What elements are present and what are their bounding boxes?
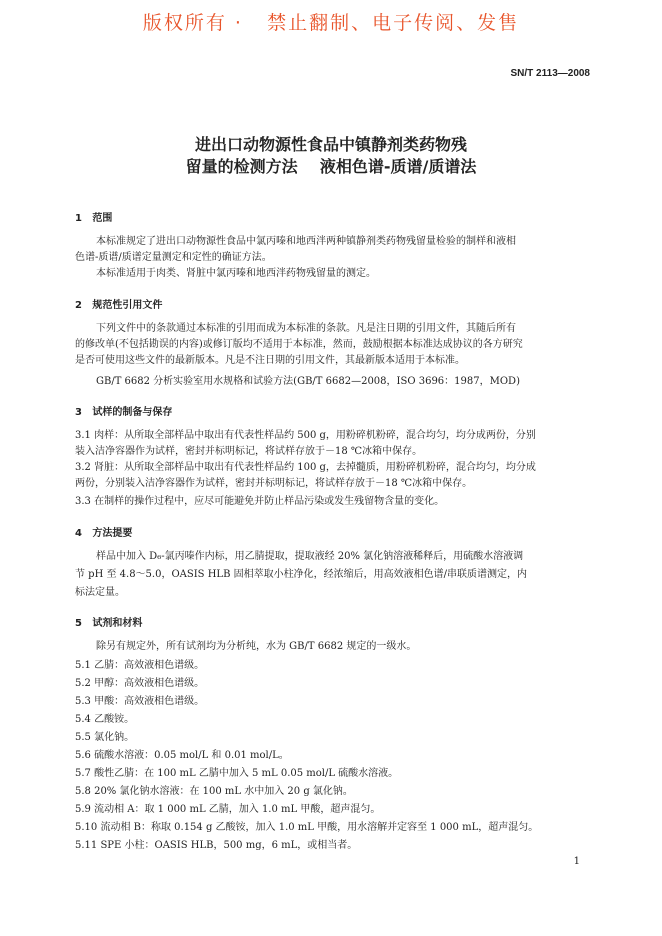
section-4-heading: 4 方法提要 xyxy=(75,528,133,539)
paragraph-line: 本标准规定了进出口动物源性食品中氯丙嗪和地西泮两种镇静剂类药物残留量检验的制样和液相 xyxy=(96,236,516,247)
section-2-heading: 2 规范性引用文件 xyxy=(75,300,163,311)
paragraph-line: 是否可使用这些文件的最新版本。凡是不注日期的引用文件，其最新版本适用于本标准。 xyxy=(75,355,465,366)
list-item: 5.11 SPE 小柱：OASIS HLB，500 mg，6 mL，或相当者。 xyxy=(75,840,358,851)
paragraph-line: 节 pH 至 4.8～5.0，OASIS HLB 固相萃取小柱净化，经浓缩后，用高效液相色谱/串联质谱测定，内 xyxy=(75,569,527,580)
document-title-line-2: 留量的检测方法 液相色谱-质谱/质谱法 xyxy=(185,157,477,176)
section-5-heading: 5 试剂和材料 xyxy=(75,618,143,629)
list-item: 5.2 甲醇：高效液相色谱级。 xyxy=(75,678,205,689)
list-item: 5.7 酸性乙腈：在 100 mL 乙腈中加入 5 mL 0.05 mol/L 硫酸水溶液。 xyxy=(75,768,399,779)
normative-reference: GB/T 6682 分析实验室用水规格和试验方法(GB/T 6682—2008，ISO 3696：1987，MOD) xyxy=(96,376,520,387)
list-item: 5.10 流动相 B：称取 0.154 g 乙酸铵，加入 1.0 mL 甲酸，用水溶解并定容至 1 000 mL，超声混匀。 xyxy=(75,822,539,833)
clause-line: 3.1 肉样：从所取全部样品中取出有代表性样品约 500 g，用粉碎机粉碎，混合均匀，均分成两份，分别 xyxy=(75,430,536,441)
list-item: 5.1 乙腈：高效液相色谱级。 xyxy=(75,660,205,671)
watermark: 版权所有 · 禁止翻制、电子传阅、发售 xyxy=(142,12,520,34)
list-item: 5.5 氯化钠。 xyxy=(75,732,135,743)
document-title-line-1: 进出口动物源性食品中镇静剂类药物残 xyxy=(194,135,467,154)
paragraph-line: 除另有规定外，所有试剂均为分析纯，水为 GB/T 6682 规定的一级水。 xyxy=(96,641,417,652)
paragraph-line: 样品中加入 D₆-氯丙嗪作内标，用乙腈提取，提取液经 20% 氯化钠溶液稀释后，用硫酸水溶液调 xyxy=(96,551,524,562)
paragraph-line: 色谱-质谱/质谱定量测定和定性的确证方法。 xyxy=(75,252,272,263)
clause-line: 两份，分别装入洁净容器作为试样，密封并标明标记，将试样存放于－18 ℃冰箱中保存。 xyxy=(75,478,473,489)
section-3-heading: 3 试样的制备与保存 xyxy=(75,407,173,418)
list-item: 5.9 流动相 A：取 1 000 mL 乙腈，加入 1.0 mL 甲酸，超声混匀。 xyxy=(75,804,381,815)
paragraph-line: 本标准适用于肉类、肾脏中氯丙嗪和地西泮药物残留量的测定。 xyxy=(96,268,376,279)
list-item: 5.3 甲酸：高效液相色谱级。 xyxy=(75,696,205,707)
paragraph-line: 的修改单(不包括勘误的内容)或修订版均不适用于本标准，然而，鼓励根据本标准达成协议的各方研究 xyxy=(75,339,523,350)
list-item: 5.8 20% 氯化钠水溶液：在 100 mL 水中加入 20 g 氯化钠。 xyxy=(75,786,353,797)
standard-number: SN/T 2113—2008 xyxy=(510,68,590,79)
list-item: 5.6 硫酸水溶液：0.05 mol/L 和 0.01 mol/L。 xyxy=(75,750,289,761)
paragraph-line: 下列文件中的条款通过本标准的引用而成为本标准的条款。凡是注日期的引用文件，其随后所有 xyxy=(96,323,516,334)
clause-line: 3.3 在制样的操作过程中，应尽可能避免并防止样品污染或发生残留物含量的变化。 xyxy=(75,496,445,507)
clause-line: 装入洁净容器作为试样，密封并标明标记，将试样存放于－18 ℃冰箱中保存。 xyxy=(75,446,423,457)
section-1-heading: 1 范围 xyxy=(75,213,113,224)
paragraph-line: 标法定量。 xyxy=(75,587,125,598)
clause-line: 3.2 肾脏：从所取全部样品中取出有代表性样品约 100 g，去掉髓质，用粉碎机粉碎，混合均匀，均分成 xyxy=(75,462,536,473)
page-number: 1 xyxy=(573,856,580,867)
list-item: 5.4 乙酸铵。 xyxy=(75,714,135,725)
